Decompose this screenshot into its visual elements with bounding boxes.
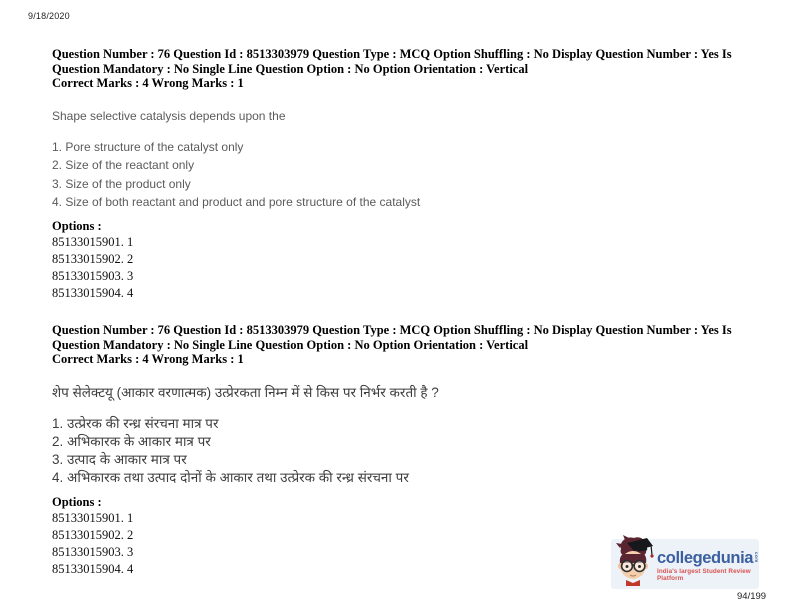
collegedunia-logo (611, 539, 759, 589)
choice-item: 1. उत्प्रेरक की रन्ध्र संरचना मात्र पर (52, 415, 219, 431)
brand-tagline: India's largest Student Review Platform (657, 567, 751, 582)
choice-item: 2. अभिकारक के आकार मात्र पर (52, 434, 211, 450)
question-text: शेप सेलेक्टयू (आकार वरणात्मक) उत्प्रेरकता निम्न में से किस पर निर्भर करती है ? (52, 384, 439, 400)
option-id: 85133015901. 1 (52, 234, 134, 249)
choice-item: 4. अभिकारक तथा उत्पाद दोनों के आकार तथा उत्प्रेरक की रन्ध्र संरचना पर (52, 470, 409, 486)
option-id-list (52, 234, 758, 303)
brand-suffix: com (754, 551, 760, 563)
question-meta-line: Correct Marks : 4 Wrong Marks : 1 (52, 352, 244, 367)
choice-list (52, 415, 758, 488)
question-meta-line: Question Number : 76 Question Id : 8513303979 Question Type : MCQ Option Shuffling : No Display Question Number : Yes Is (52, 47, 732, 61)
option-id: 85133015904. 4 (52, 286, 134, 301)
choice-item: 4. Size of both reactant and product and pore structure of the catalyst (52, 195, 421, 209)
question-meta-line: Correct Marks : 4 Wrong Marks : 1 (52, 76, 244, 90)
page-number: 94/199 (737, 591, 767, 602)
question-text: Shape selective catalysis depends upon the (52, 108, 286, 123)
option-id: 85133015902. 2 (52, 527, 134, 542)
brand-name: collegedunia (657, 548, 754, 567)
option-id: 85133015904. 4 (52, 562, 134, 577)
question-meta-header (52, 47, 758, 91)
choice-item: 3. उत्पाद के आकार मात्र पर (52, 452, 187, 468)
options-label: Options : (52, 218, 102, 233)
choice-item: 3. Size of the product only (52, 176, 191, 191)
choice-item: 2. Size of the reactant only (52, 158, 195, 172)
brand-text-group (657, 549, 759, 582)
options-label: Options : (52, 494, 102, 509)
question-block-english (52, 47, 758, 302)
choice-item: 1. Pore structure of the catalyst only (52, 139, 244, 154)
question-meta-line: Question Number : 76 Question Id : 8513303979 Question Type : MCQ Option Shuffling : No Display Question Number : Yes Is (52, 323, 732, 338)
option-id: 85133015901. 1 (52, 510, 134, 525)
option-id: 85133015903. 3 (52, 545, 134, 560)
choice-list (52, 138, 758, 212)
question-paper-content (52, 47, 758, 578)
question-meta-header (52, 323, 758, 367)
print-date: 9/18/2020 (28, 11, 70, 21)
option-id: 85133015902. 2 (52, 251, 134, 266)
question-meta-line: Question Mandatory : No Single Line Question Option : No Option Orientation : Vertical (52, 337, 529, 352)
question-meta-line: Question Mandatory : No Single Line Question Option : No Option Orientation : Vertical (52, 61, 529, 76)
option-id: 85133015903. 3 (52, 268, 134, 283)
mascot-icon (613, 533, 655, 592)
